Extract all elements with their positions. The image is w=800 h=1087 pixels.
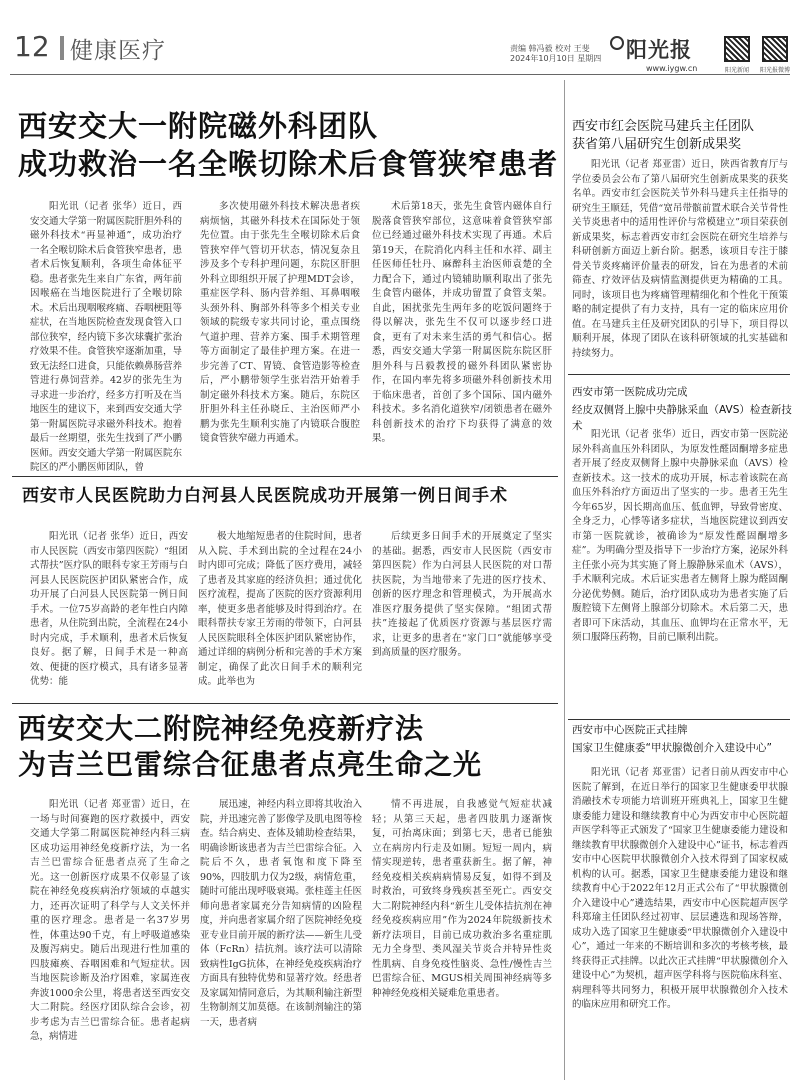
sidebar3-headline-1: 西安市中心医院正式挂牌 <box>572 724 688 736</box>
article2-headline: 西安市人民医院助力白河县人民医院成功开展第一例日间手术 <box>22 486 508 506</box>
article2-column-2: 极大地缩短患者的住院时间，患者从入院、手术到出院的全过程在24小时内即可完成；降低了医疗费用，减轻了患者及其家庭的经济负担；通过优化医疗流程，提高了医院的医疗资源利用率，使更多患者能够及时得到治疗。在眼科帮扶专家王芳雨的带领下，白河县人民医院眼科全体医护团队紧密协作，通过详细的病例分析和完善的手术方案制定，确保了此次日间手术的顺利完成。此举也为 <box>198 531 362 687</box>
newspaper-logo: 阳光报 <box>626 38 692 62</box>
page-number: 12 <box>14 30 50 63</box>
sidebar3-body: 阳光讯（记者 郑亚雷）记者日前从西安市中心医院了解到，在近日举行的国家卫生健康委甲状腺消融技术专项能力培训班开班典礼上，国家卫生健康委能力建设和继续教育中心为西安市中心医院超声医学科等正式颁发了“国家卫生健康委能力建设和继续教育甲状腺微创介入建设中心”证书，标志着西安市中心医院甲状腺微创介入技术得到了国家权威机构的认可。据悉，国家卫生健康委能力建设和继续教育中心于2022年12月正式公布了“甲状腺微创介入建设中心”遴选结果，西安市中心医院超声医学科郑瑜主任团队经过初审、层层遴选和现场答辩，成功入选了国家卫生健康委“甲状腺微创介入建设中心”，通过一年来的不断培训和多次的考核考核，最终获得正式挂牌。以此次正式挂牌“甲状腺微创介入建设中心”为契机，超声医学科将与医院临床科室、病理科等共同努力，积极开展甲状腺微创介入技术的临床应用和研究工作。 <box>572 767 788 1010</box>
logo-circle-icon <box>610 36 624 50</box>
article1-column-2: 多次使用磁外科技术解决患者疾病烦恼，其磁外科技术在国际处于领先位置。由于张先生全喉切除术后食管狭窄伴气管切开状态，情况复杂且涉及多个专科护理问题，东院区肝胆外科立即组织开展了护理MDT会诊，重症医学科、肠内营养组、耳鼻咽喉头颈外科、胸部外科等多个相关专业领域的院级专家共同讨论，重点围绕气道护理、营养方案、围手术期管理等方面制定了最佳护理方案。在进一步完善了CT、胃镜、食管造影等检查后，严小鹏带领学生张岩浩开始着手制定磁外科技术方案。随后，东院区肝胆外科主任孙晓丘、主治医师严小鹏为张先生顺利实施了内镜联合腹腔镜食管狭窄磁力再通术。 <box>200 201 360 444</box>
sidebar2-headline-2: 经皮双侧肾上腺中央静脉采血（AVS）检查新技术 <box>572 404 792 432</box>
qr-label-2: 阳光报微博 <box>759 67 790 74</box>
article2-column-1: 阳光讯（记者 张华）近日，西安市人民医院（西安市第四医院）“组团式帮扶”医疗队的眼科专家王芳雨与白河县人民医院医护团队紧密合作，成功开展了白河县人民医院第一例日间手术。一位75岁高龄的老年性白内障患者，从住院到出院，全流程在24小时内完成，手术顺利，患者术后恢复良好。据了解，日间手术是一种高效、便捷的医疗模式，具有诸多显著优势：能 <box>30 531 188 687</box>
sidebar3-headline-2: 国家卫生健康委“甲状腺微创介入建设中心” <box>572 742 772 754</box>
section-title: 健康医疗 <box>70 38 166 64</box>
editor-info: 责编 韩冯毅 校对 王斐 2024年10月10日 星期四 <box>510 44 602 63</box>
website-url[interactable]: www.iygw.cn <box>646 64 698 73</box>
article3-headline-2: 为吉兰巴雷综合征患者点亮生命之光 <box>18 748 483 781</box>
sidebar-divider <box>568 719 790 720</box>
article3-column-3: 情不再进展，自我感觉气短症状减轻；从第三天起，患者四肢肌力逐渐恢复，可抬离床面；到第七天，患者已能独立在病房内行走及如厕。短短一周内，病情实现逆转，患者重获新生。据了解，神经免疫相关疾病病情易反复，如得不到及时救治，可致终身残疾甚至死亡。西安交大二附院神经内科“新生儿受体拮抗剂在神经免疫疾病应用”作为2024年院级新技术新疗法项目，目前已成功救治多名重症肌无力全身型、类风湿关节炎合并特异性炎性肌病、自身免疫性脑炎、急性/慢性吉兰巴雷综合征、MGUS相关周围神经病等多种神经免疫相关疑难危重患者。 <box>372 799 552 999</box>
header-rule <box>10 74 790 75</box>
article-divider <box>12 476 558 477</box>
article2-column-3: 后续更多日间手术的开展奠定了坚实的基础。据悉，西安市人民医院（西安市第四医院）作为白河县人民医院的对口帮扶医院，为当地带来了先进的医疗技术、创新的医疗理念和管理模式，为开展高水准医疗服务提供了坚实保障。“组团式帮扶”连接起了优质医疗资源与基层医疗需求，让更多的患者在“家门口”就能够享受到高质量的医疗服务。 <box>372 531 552 658</box>
qr-label-1: 阳光新闻 <box>724 67 749 74</box>
qr-code-icon <box>762 36 788 62</box>
article3-headline-1: 西安交大二附院神经免疫新疗法 <box>18 712 425 745</box>
article3-column-1: 阳光讯（记者 郑亚雷）近日，在一场与时间赛跑的医疗救援中，西安交通大学第二附属医院神经内科三病区成功运用神经免疫新疗法，为一名吉兰巴雷综合征患者点亮了生命之光。这一创新医疗成果不仅彰显了该院在神经免疫疾病治疗领域的卓越实力，还再次证明了科学与人文关怀并重的医疗理念。患者是一名37岁男性，体重达90千克，有上呼吸道感染及腹泻病史。随后出现进行性加重的四肢瘫痪、吞咽困难和气短症状。因当地医院诊断及治疗困难，家属连夜奔波1000余公里，将患者送至西安交大二附院。经医疗团队综合会诊，初步考虑为吉兰巴雷综合征。患者起病急，病情进 <box>30 799 190 1042</box>
article1-column-1: 阳光讯（记者 张华）近日，西安交通大学第一附属医院肝胆外科的磁外科技术“再显神通”，成功治疗一名全喉切除术后食管狭窄患者，患者术后恢复顺利，各项生命体征平稳。患者张先生来自广东省，两年前因喉癌在当地医院进行了全喉切除术。术后出现咽喉疼痛、吞咽梗阻等症状，在当地医院检查发现食管入口部位狭窄，经内镜下多次球囊扩张治疗效果不佳。食管狭窄逐渐加重，导致无法经口进食，只能依赖鼻肠营养管进行鼻饲营养。42岁的张先生为寻求进一步治疗，经多方打听及在当地医生的建议下，来到西安交通大学第一附属医院寻求磁外科技术。抱着最后一丝期望，张先生找到了严小鹏医师。西安交通大学第一附属医院东院区的严小鹏医师团队，曾 <box>30 201 182 472</box>
article-divider <box>12 703 558 704</box>
header-divider <box>60 36 64 60</box>
sidebar1-body: 阳光讯（记者 郑亚雷）近日，陕西省教育厅与学位委员会公布了第八届研究生创新成果奖的获奖名单。西安市红会医院关节外科马建兵主任指导的研究生王顺廷，凭借“宽吊带髌前置术联合关节骨性关节炎患者中的适用性评价与常模建立”项目荣获创新成果奖，标志着西安市红会医院在研究生培养与科研创新方面迈上新台阶。据悉，该项目专注于膝骨关节炎疼痛评价量表的研发，旨在为患者的术前筛查、疗效评估及病情监测提供更为精确的工具。同时，该项目也为疼痛管理精细化和个性化干预策略的制定提供了有力支持，具有一定的临床应用价值。在马建兵主任及研究团队的引导下，项目得以顺利开展，体现了团队在该科研领域的扎实基础和持续努力。 <box>572 159 788 359</box>
article3-column-2: 展迅速，神经内科立即将其收治入院，并迅速完善了影像学及肌电图等检查。结合病史、查体及辅助检查结果，明确诊断该患者为吉兰巴雷综合征。入院后不久，患者氧饱和度下降至90%，四肢肌力仅为2级，病情危重，随时可能出现呼吸衰竭。张桂莲主任医师向患者家属充分告知病情的凶险程度，并向患者家属介绍了医院神经免疫亚专业目前开展的新疗法——新生儿受体（FcRn）拮抗剂。该疗法可以清除致病性IgG抗体，在神经免疫疾病治疗方面具有独特优势和显著疗效。经患者及家属知情同意后，为其顺利输注新型生物制剂艾加莫德。在该制剂输注的第一天，患者病 <box>200 799 362 1028</box>
sidebar-divider <box>568 374 790 375</box>
sidebar1-headline-2: 获省第八届研究生创新成果奖 <box>572 137 742 152</box>
article1-column-3: 术后第18天，张先生食管内磁体自行脱落食管狭窄部位，这意味着食管狭窄部位已经通过磁外科技术实现了再通。术后第19天，在院消化内科主任和水祥、副主任医师任牡丹、麻醉科主治医师袁楚的全力配合下，通过内镜辅助顺利取出了张先生食管内磁体，并成功留置了食管支架。自此，困扰张先生两年多的吃饭问题终于得以解决，张先生不仅可以逐步经口进食，更有了对未来生活的勇气和信心。据悉，西安交通大学第一附属医院东院区肝胆外科与吕毅教授的磁外科团队紧密协作，在国内率先将多项磁外科创新技术用于临床患者，首创了多个国际、国内磁外科技术。多名消化道狭窄/闭锁患者在磁外科创新技术的治疗下均获得了满意的效果。 <box>372 201 552 444</box>
article1-headline-2: 成功救治一名全喉切除术后食管狭窄患者 <box>18 147 559 181</box>
sidebar2-body: 阳光讯（记者 张华）近日，西安市第一医院泌尿外科高血压外科团队，为原发性醛固酮增多症患者开展了经皮双侧肾上腺中央静脉采血（AVS）检查新技术。这一技术的成功开展，标志着该院在高血压外科治疗方面迈出了坚实的一步。患者王先生今年65岁，因长期高血压、低血钾，导致骨密度、全身乏力，心悸等诸多症状，当地医院建议到西安市第一医院就诊，被确诊为“原发性醛固酮增多症”。为明确分型及指导下一步治疗方案，泌尿外科主任张小亮为其实施了肾上腺静脉采血术（AVS），手术顺利完成。术后证实患者左侧肾上腺为醛固酮分泌优势侧。随后，治疗团队成功为患者实施了后腹腔镜下左侧肾上腺部分切除术。术后第二天，患者即可下床活动，其血压、血钾均在正常水平，无须口服降压药物，目前已顺利出院。 <box>572 429 788 643</box>
sidebar1-headline-1: 西安市红会医院马建兵主任团队 <box>572 119 755 134</box>
column-divider <box>564 80 565 1080</box>
qr-code-icon <box>724 36 750 62</box>
sidebar2-headline-1: 西安市第一医院成功完成 <box>572 386 688 398</box>
article1-headline-1: 西安交大一附院磁外科团队 <box>18 109 379 143</box>
